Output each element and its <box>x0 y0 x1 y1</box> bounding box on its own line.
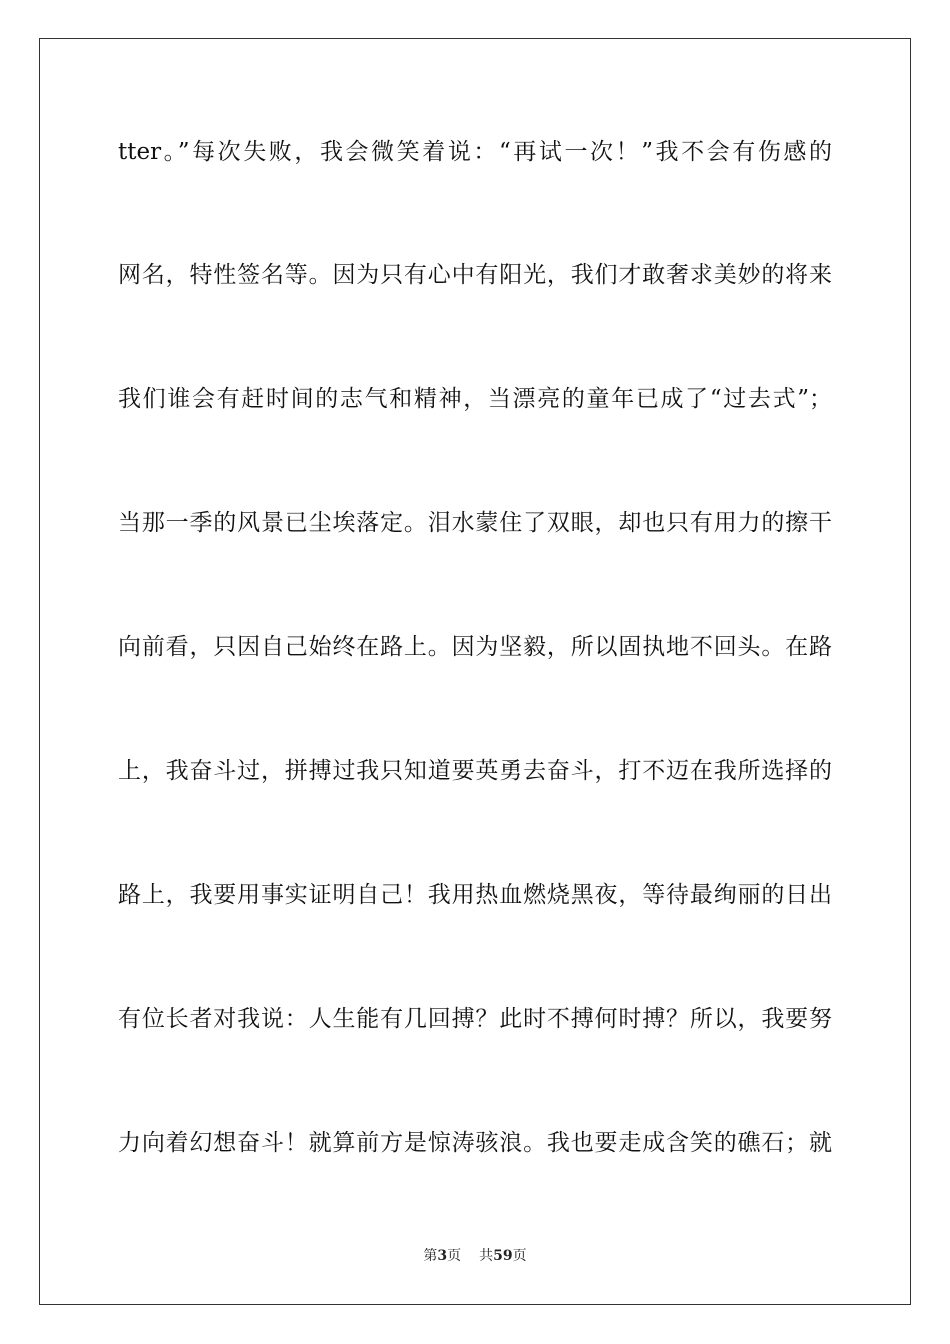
body-text-line: 上，我奋斗过，拼搏过我只知道要英勇去奋斗，打不迈在我所选择的 <box>118 758 832 784</box>
page-border <box>39 38 911 1305</box>
total-prefix: 共 <box>479 1248 494 1264</box>
page-prefix: 第 <box>423 1248 438 1264</box>
total-pages: 59 <box>493 1248 513 1264</box>
body-text-line: tter。”每次失败，我会微笑着说：“再试一次！”我不会有伤感的 <box>118 139 832 165</box>
total-suffix: 页 <box>512 1248 527 1264</box>
body-text-line: 向前看，只因自己始终在路上。因为坚毅，所以固执地不回头。在路 <box>118 634 832 660</box>
body-text-line: 有位长者对我说：人生能有几回搏？此时不搏何时搏？所以，我要努 <box>118 1006 832 1032</box>
body-text-line: 当那一季的风景已尘埃落定。泪水蒙住了双眼，却也只有用力的擦干 <box>118 510 832 536</box>
body-text-line: 我们谁会有赶时间的志气和精神，当漂亮的童年已成了“过去式”； <box>118 386 832 412</box>
body-text-line: 网名，特性签名等。因为只有心中有阳光，我们才敢奢求美妙的将来 <box>118 262 832 288</box>
page-number: 3 <box>437 1248 448 1264</box>
body-text-line: 路上，我要用事实证明自己！我用热血燃烧黑夜，等待最绚丽的日出 <box>118 882 832 908</box>
page-suffix: 页 <box>447 1248 462 1264</box>
body-text-line: 力向着幻想奋斗！就算前方是惊涛骇浪。我也要走成含笑的礁石；就 <box>118 1130 832 1156</box>
page-footer <box>0 1247 950 1265</box>
